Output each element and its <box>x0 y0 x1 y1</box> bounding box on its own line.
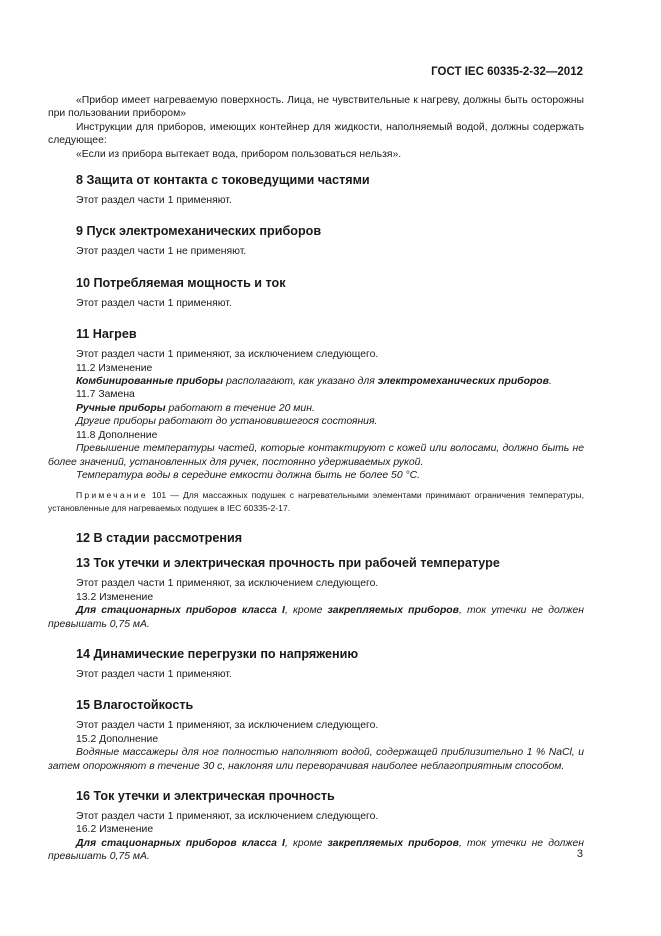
standard-header: ГОСТ IEC 60335-2-32—2012 <box>431 66 583 78</box>
page-number: 3 <box>576 848 583 860</box>
section-8-text: Этот раздел части 1 применяют. <box>76 195 232 207</box>
clause-16-2-text: Для стационарных приборов класса I, кроме закрепляемых приборов, ток утечки не должен превышать 0,75 мА. <box>48 837 584 863</box>
clause-13-2-text: Для стационарных приборов класса I, кроме закрепляемых приборов, ток утечки не должен превышать 0,75 мА. <box>48 605 584 630</box>
note-101: Примечание 101 — Для массажных подушек с нагревательными элементами принимают ограничения температуры, установленные для нагреваемых подушек в IEC 60335-2-17. <box>48 490 584 514</box>
section-16-text: Этот раздел части 1 применяют, за исключением следующего. <box>76 810 379 822</box>
section-9-text: Этот раздел части 1 не применяют. <box>76 246 247 258</box>
section-13-title: 13 Ток утечки и электрическая прочность при рабочей температуре <box>76 556 500 571</box>
section-11-title: 11 Нагрев <box>76 327 137 342</box>
clause-11-8-text-a: Превышение температуры частей, которые контактируют с кожей или волосами, должно быть не более значений, установленных для ручек, постоянно удерживаемых рукой. <box>48 443 584 468</box>
section-13-text: Этот раздел части 1 применяют, за исключением следующего. <box>76 578 379 590</box>
intro-paragraph-1: «Прибор имеет нагреваемую поверхность. Лица, не чувствительные к нагреву, должны быть осторожны при пользовании прибором» <box>48 95 584 120</box>
clause-11-7-text-b: Другие приборы работают до установившегося состояния. <box>76 416 378 428</box>
document-body <box>48 94 584 864</box>
section-11-text: Этот раздел части 1 применяют, за исключением следующего. <box>76 349 379 361</box>
clause-11-2-text: Комбинированные приборы располагают, как указано для электромеханических приборов. <box>76 376 552 388</box>
section-15-title: 15 Влагостойкость <box>76 698 194 713</box>
clause-11-2: 11.2 Изменение <box>76 362 153 374</box>
section-9-title: 9 Пуск электромеханических приборов <box>76 224 322 239</box>
clause-15-2: 15.2 Дополнение <box>76 733 159 745</box>
section-10-text: Этот раздел части 1 применяют. <box>76 297 232 309</box>
section-14-text: Этот раздел части 1 применяют. <box>76 668 232 680</box>
clause-15-2-text: Водяные массажеры для ног полностью наполняют водой, содержащей приблизительно 1 % NaCl, и затем опорожняют в течение 30 с, наклоняя или переворачивая наиболее неблагоприятным способом. <box>48 747 584 772</box>
section-10-title: 10 Потребляемая мощность и ток <box>76 275 286 290</box>
intro-paragraph-2: Инструкции для приборов, имеющих контейнер для жидкости, наполняемый водой, должны содержать следующее: <box>48 121 584 147</box>
section-14-title: 14 Динамические перегрузки по напряжению <box>76 646 359 661</box>
clause-11-7: 11.7 Замена <box>76 389 135 401</box>
intro-paragraph-3: «Если из прибора вытекает вода, прибором пользоваться нельзя». <box>76 148 402 160</box>
section-8-title: 8 Защита от контакта с токоведущими частями <box>76 173 370 188</box>
section-15-text: Этот раздел части 1 применяют, за исключением следующего. <box>76 720 379 732</box>
clause-13-2: 13.2 Изменение <box>76 591 154 603</box>
clause-11-8: 11.8 Дополнение <box>76 429 158 441</box>
section-12-title: 12 В стадии рассмотрения <box>76 531 243 546</box>
section-16-title: 16 Ток утечки и электрическая прочность <box>76 788 335 803</box>
clause-11-8-text-b: Температура воды в середине емкости должна быть не более 50 °С. <box>76 469 421 481</box>
clause-11-7-text-a: Ручные приборы работают в течение 20 мин. <box>76 402 315 414</box>
clause-16-2: 16.2 Изменение <box>76 824 154 836</box>
